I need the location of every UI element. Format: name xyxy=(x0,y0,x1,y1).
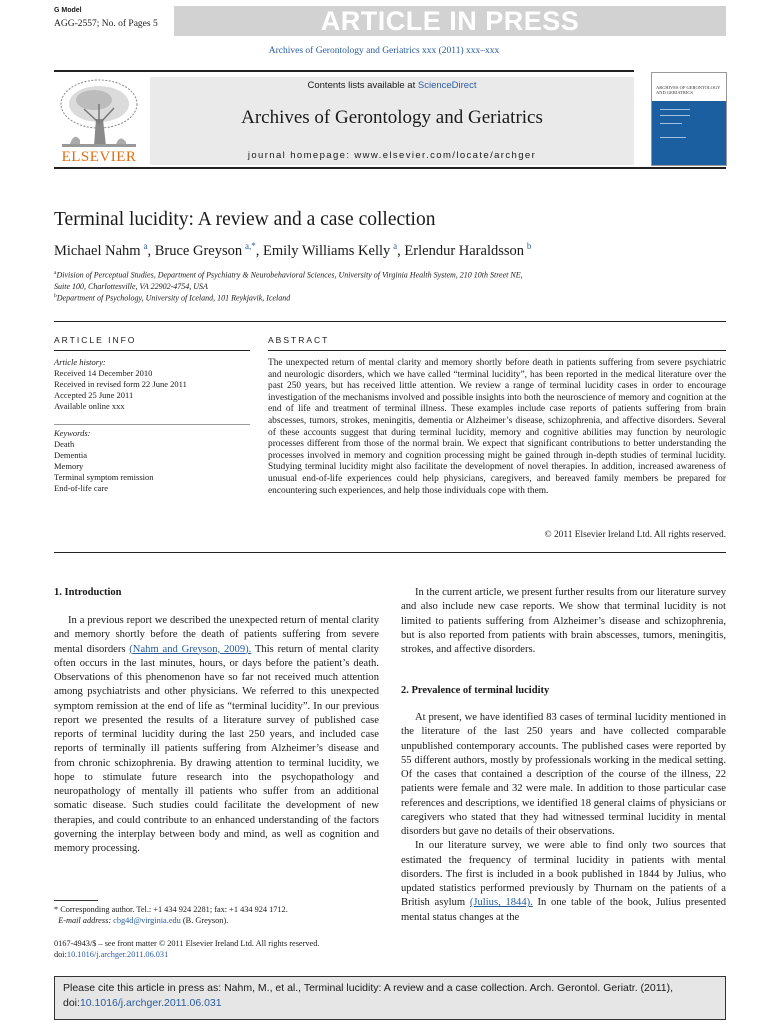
paragraph-text: In one table of the book, Julius presented mental status changes at the xyxy=(401,897,726,923)
citation-text: Please cite this article in press as: Nahm, M., et al., Terminal lucidity: A review and a case collection. Arch. Gerontol. Geriatr. (2011), xyxy=(63,982,674,994)
right-column-text xyxy=(401,711,726,925)
journal-title: Archives of Gerontology and Geriatrics xyxy=(241,107,543,128)
paragraph xyxy=(54,614,379,856)
article-in-press-banner: ARTICLE IN PRESS xyxy=(174,6,726,36)
citation-doi-label: doi: xyxy=(63,997,80,1009)
keyword-item: Dementia xyxy=(54,450,88,460)
paragraph-text: In a previous report we described the unexpected return of mental clarity and memory shortly before the death of patients suffering from severe mental disorders xyxy=(54,615,379,655)
g-model-label: G Model xyxy=(54,7,82,14)
citation-link-nahm-2009[interactable]: (Nahm and Greyson, 2009). xyxy=(129,643,252,655)
paragraph-text: This return of mental clarity often occurs in the last minutes, hours, or days before the patient’s death. Observations of this phenomenon have so far not received much attention among psychiatrists and other physicians. We referred to this unexpected symptom remission at the end of life as “terminal lucidity”. In our previous report we presented the results of a literature survey of published case reports of terminal lucidity during the last 250 years, and included case reports of terminally ill patients suffering from Alzheimer’s disease and from chronic schizophrenia. By drawing attention to terminal lucidity, we hope to stimulate future research into the psychopathology and neuropathology of mentally ill patients who suffer from an additional somatic disease. Such studies could facilitate the development of new therapies, and could contribute to an enhanced understanding of the factors governing the interplay between body and mind, as well as cognition and memory processing. xyxy=(54,643,379,854)
contents-line xyxy=(150,80,634,91)
section-1-heading: 1. Introduction xyxy=(54,587,122,598)
abstract-text: The unexpected return of mental clarity and memory shortly before death in patients suffering from severe psychiatric and neurologic disorders, which we have called “terminal lucidity”, has been reported in the medical literature over the past 250 years, but has received little attention. We review a range of terminal lucidity cases in order to encourage investigation of the mechanisms involved and possible insights into both the neuroscience of memory and cognition at the end of life and treatment of terminal illness. These examples include case reports of patients suffering from brain abscesses, tumors, strokes, meningitis, dementia or Alzheimer’s disease, schizophrenia, and affective disorders. Several of these accounts suggest that during terminal lucidity, memory and cognitive abilities may function by neurologic processes different from those of the normal brain. We expect that significant contributions to better understanding the processes involved in memory and cognition processing might be gained through in-depth studies of terminal lucidity. Studying terminal lucidity might also facilitate the development of novel therapies. In addition, increased awareness of unusual end-of-life experiences could help physicians, caregivers, and bereaved family members be prepared for encountering such experiences, and help those individuals cope with them. xyxy=(268,358,726,496)
journal-banner xyxy=(150,77,634,165)
author-affil-mark[interactable]: a xyxy=(143,241,148,251)
author-affil-mark[interactable]: a xyxy=(393,241,398,251)
affiliation-a-line2: Suite 100, Charlottesville, VA 22902-4754, USA xyxy=(54,281,208,291)
email-link[interactable]: cbg4d@virginia.edu xyxy=(113,916,181,925)
citation-doi-link[interactable]: 10.1016/j.archger.2011.06.031 xyxy=(79,997,222,1009)
history-item: Received 14 December 2010 xyxy=(54,368,153,378)
email-note xyxy=(54,915,228,926)
article-title: Terminal lucidity: A review and a case collection xyxy=(54,209,436,230)
article-code: AGG-2557; No. of Pages 5 xyxy=(54,19,158,29)
section-2-heading: 2. Prevalence of terminal lucidity xyxy=(401,685,550,696)
keywords-rule xyxy=(54,424,250,425)
header-rule xyxy=(54,70,634,72)
author-name: Erlendur Haraldsson xyxy=(404,242,525,259)
affiliation-a xyxy=(54,268,523,292)
history-item: Available online xxx xyxy=(54,401,125,411)
left-column-text xyxy=(54,614,379,856)
paragraph xyxy=(401,839,726,925)
affiliation-a-line1: Division of Perceptual Studies, Department of Psychiatry & Neurobehavioral Sciences, University of Virginia Health System, 210 10th Street NE, xyxy=(56,270,523,280)
cover-title: ARCHIVES OF GERONTOLOGY AND GERIATRICS xyxy=(656,85,721,95)
paragraph: At present, we have identified 83 cases of terminal lucidity mentioned in the literature of the last 250 years and have collected comparable unpublished contemporary accounts. The published cases were reported by 55 different authors, mostly by professionals working in the medical setting. Of the cases that contained a description of the course of the illness, 22 patients were female and 32 were male. In addition to those particular case references and descriptions, we identified 18 general claims of physicians or caregivers who stated that they had witnessed terminal lucidity in mental disorders but gave no details of their observations. xyxy=(401,712,726,837)
sciencedirect-link[interactable]: ScienceDirect xyxy=(417,80,477,91)
info-rule xyxy=(54,350,250,351)
doi-link[interactable]: 10.1016/j.archger.2011.06.031 xyxy=(66,950,169,959)
affil-mark: a xyxy=(54,270,57,276)
info-top-rule xyxy=(54,321,726,322)
abstract-bottom-rule xyxy=(54,552,726,553)
footnote-rule xyxy=(54,900,98,901)
citation-box xyxy=(54,976,726,1020)
history-label: Article history: xyxy=(54,357,106,367)
doi-line xyxy=(54,949,168,960)
paragraph: In the current article, we present further results from our literature survey and also include new case reports. We show that terminal lucidity is not limited to patients suffering from Alzheimer’s disease and schizophrenia, but is also reported from patients with brain abscesses, tumors, meningitis, strokes, and affective disorders. xyxy=(401,587,726,655)
issn-line: 0167-4943/$ – see front matter © 2011 Elsevier Ireland Ltd. All rights reserved. xyxy=(54,939,320,948)
article-info-heading: ARTICLE INFO xyxy=(54,335,137,345)
abstract-rule xyxy=(268,350,726,351)
header-bottom-rule xyxy=(54,167,726,169)
journal-homepage[interactable]: journal homepage: www.elsevier.com/locate/archger xyxy=(247,150,537,161)
author-name: Michael Nahm xyxy=(54,242,141,259)
top-bar xyxy=(54,6,726,36)
keyword-item: End-of-life care xyxy=(54,483,109,493)
citation-link-julius-1844[interactable]: (Julius, 1844). xyxy=(469,897,533,909)
elsevier-wordmark: ELSEVIER xyxy=(61,149,137,165)
email-suffix: (B. Greyson). xyxy=(182,916,229,925)
author-list: Michael Nahm $^a$, Bruce Greyson $^{a,*}$, Emily Williams Kelly $^a$, Erlendur Haraldsson $^b$ xyxy=(54,241,532,259)
affil-mark: b xyxy=(54,293,57,299)
affiliation-b-text: Department of Psychology, University of Iceland, 101 Reykjavik, Iceland xyxy=(56,293,291,303)
corresponding-author-note: * Corresponding author. Tel.: +1 434 924 2281; fax: +1 434 924 1712. xyxy=(54,905,288,914)
author-affil-mark[interactable]: b xyxy=(526,241,532,251)
author-name: Bruce Greyson xyxy=(154,242,243,259)
keyword-item: Terminal symptom remission xyxy=(54,472,154,482)
right-column-text-top xyxy=(401,586,726,657)
doi-label: doi: xyxy=(54,950,67,959)
author-affil-mark[interactable]: a,* xyxy=(245,241,256,251)
contents-prefix: Contents lists available at xyxy=(307,80,416,91)
keyword-item: Memory xyxy=(54,461,84,471)
history-item: Accepted 25 June 2011 xyxy=(54,390,134,400)
email-label: E-mail address: xyxy=(58,916,112,925)
keywords-label: Keywords: xyxy=(54,428,91,438)
affiliation-b xyxy=(54,291,290,304)
author-name: Emily Williams Kelly xyxy=(263,242,391,259)
abstract-copyright: © 2011 Elsevier Ireland Ltd. All rights reserved. xyxy=(544,530,726,540)
paragraph-text: In our literature survey, we were able to find only two sources that estimated the frequency of terminal lucidity in patients with mental disorders. The first is included in a book published in 1844 by Julius, who updated statistics performed previously by Thurnam on the patients of a British asylum xyxy=(401,840,726,909)
journal-citation-line[interactable]: Archives of Gerontology and Geriatrics xxx (2011) xxx–xxx xyxy=(268,46,500,56)
history-item: Received in revised form 22 June 2011 xyxy=(54,379,187,389)
cover-image xyxy=(652,101,726,165)
journal-cover-thumbnail xyxy=(651,72,727,166)
abstract-heading: ABSTRACT xyxy=(268,335,330,345)
keyword-item: Death xyxy=(54,439,75,449)
